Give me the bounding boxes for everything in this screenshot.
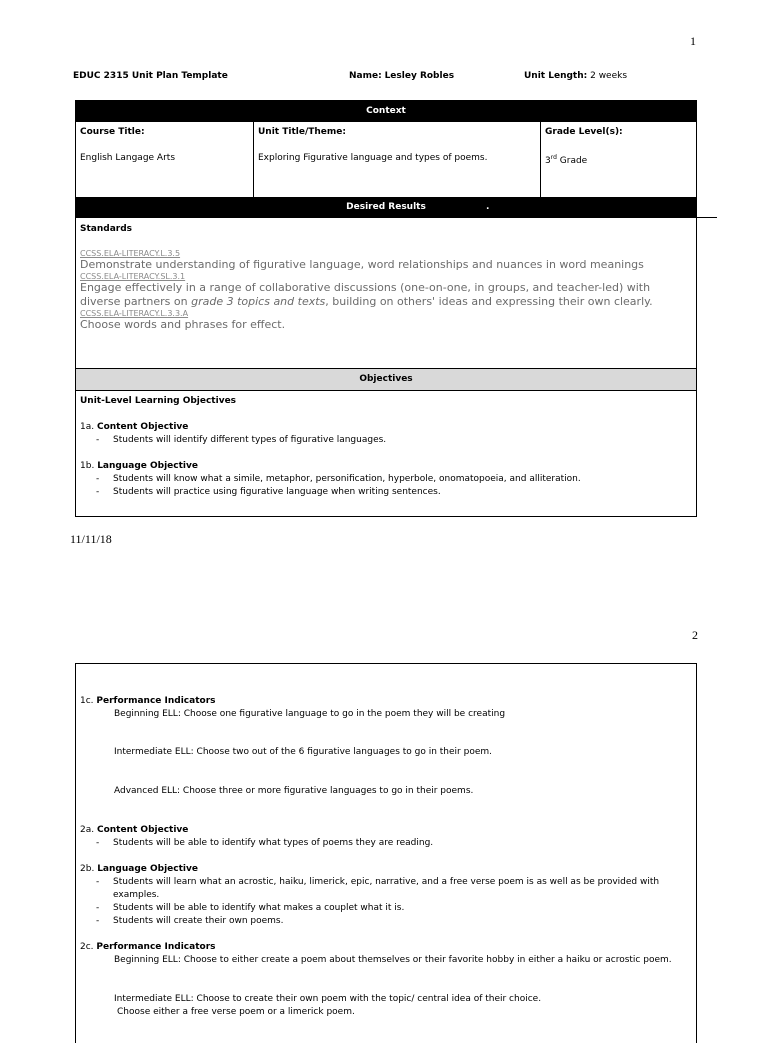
course-header: EDUC 2315 Unit Plan Template (73, 71, 228, 81)
standard-code[interactable]: CCSS.ELA-LITERACY.L.3.3.A (80, 309, 189, 318)
standard-code[interactable]: CCSS.ELA-LITERACY.SL.3.1 (80, 272, 186, 281)
objective-1b-list (80, 473, 692, 499)
unit-length-value: 2 weeks (590, 71, 628, 81)
desired-results-bar: Desired Results . (76, 197, 696, 218)
standards-label: Standards (80, 224, 133, 234)
unit-title-cell (254, 122, 541, 197)
objective-2b-heading: 2b. Language Objective (80, 864, 198, 874)
objective-2a-list (80, 837, 692, 850)
name-label: Name: (349, 71, 382, 81)
performance-2c-intermediate-note: Choose either a free verse poem or a limerick poem. (117, 1007, 355, 1017)
standards-section (76, 218, 696, 368)
objective-1a-list (80, 434, 692, 447)
standard-text: Choose words and phrases for effect. (80, 318, 286, 331)
unit-length (524, 71, 627, 81)
objective-1b-heading: 1b. Language Objective (80, 461, 198, 471)
page-number: 2 (692, 628, 698, 642)
performance-2c-intermediate: Intermediate ELL: Choose to create their own poem with the topic/ central idea of their choice. (114, 994, 542, 1004)
objectives-heading: Unit-Level Learning Objectives (80, 396, 237, 406)
context-bar: Context (76, 101, 696, 122)
context-row (76, 122, 696, 197)
list-item: - Students will create their own poems. (80, 915, 692, 928)
standard-code[interactable]: CCSS.ELA-LITERACY.L.3.5 (80, 249, 181, 258)
list-item: - Students will be able to identify what makes a couplet what it is. (80, 902, 692, 915)
grade-level-label: Grade Level(s): (545, 127, 623, 137)
objective-2b-list (80, 876, 692, 928)
list-item: - Students will know what a simile, metaphor, personification, hyperbole, onomatopoeia, and alliteration. (80, 473, 692, 486)
unit-plan-table-continued (75, 663, 697, 1043)
margin-rule (697, 217, 717, 218)
performance-1c-heading: 1c. Performance Indicators (80, 696, 216, 706)
performance-1c-beginning: Beginning ELL: Choose one figurative language to go in the poem they will be creating (114, 709, 506, 719)
page-number: 1 (690, 34, 696, 48)
name-value: Lesley Robles (384, 71, 455, 81)
list-item: - Students will identify different types of figurative languages. (80, 434, 692, 447)
footer-date: 11/11/18 (70, 532, 112, 546)
unit-length-label: Unit Length: (524, 71, 588, 81)
objectives-section (76, 391, 696, 503)
objective-1a-heading: 1a. Content Objective (80, 422, 189, 432)
course-title-value: English Langage Arts (80, 153, 176, 163)
student-name (349, 71, 454, 81)
objectives-bar: Objectives (76, 368, 696, 391)
grade-level-value: 3rd Grade (545, 154, 588, 166)
unit-title-label: Unit Title/Theme: (258, 127, 346, 137)
performance-1c-advanced: Advanced ELL: Choose three or more figurative languages to go in their poems. (114, 786, 474, 796)
unit-title-value: Exploring Figurative language and types of poems. (258, 153, 488, 163)
list-item: - Students will be able to identify what types of poems they are reading. (80, 837, 692, 850)
performance-2c-beginning: Beginning ELL: Choose to either create a poem about themselves or their favorite hobby in either a haiku or acrostic poem. (114, 955, 672, 965)
standard-text: Engage effectively in a range of collaborative discussions (one-on-one, in groups, and teacher-led) with diverse partners on grade 3 topics and texts, building on others' ideas and expressing their own clearly. (80, 281, 653, 308)
standard-text: Demonstrate understanding of figurative language, word relationships and nuances in word meanings (80, 258, 644, 271)
objective-2a-heading: 2a. Content Objective (80, 825, 189, 835)
performance-2c-heading: 2c. Performance Indicators (80, 942, 216, 952)
performance-1c-intermediate: Intermediate ELL: Choose two out of the 6 figurative languages to go in their poem. (114, 747, 492, 757)
course-title-label: Course Title: (80, 127, 145, 137)
list-item: - Students will learn what an acrostic, haiku, limerick, epic, narrative, and a free verse poem is as well as be provided with examples. (80, 876, 692, 902)
course-title-cell (76, 122, 254, 197)
unit-plan-table (75, 100, 697, 517)
grade-level-cell (541, 122, 696, 197)
list-item: - Students will practice using figurative language when writing sentences. (80, 486, 692, 499)
